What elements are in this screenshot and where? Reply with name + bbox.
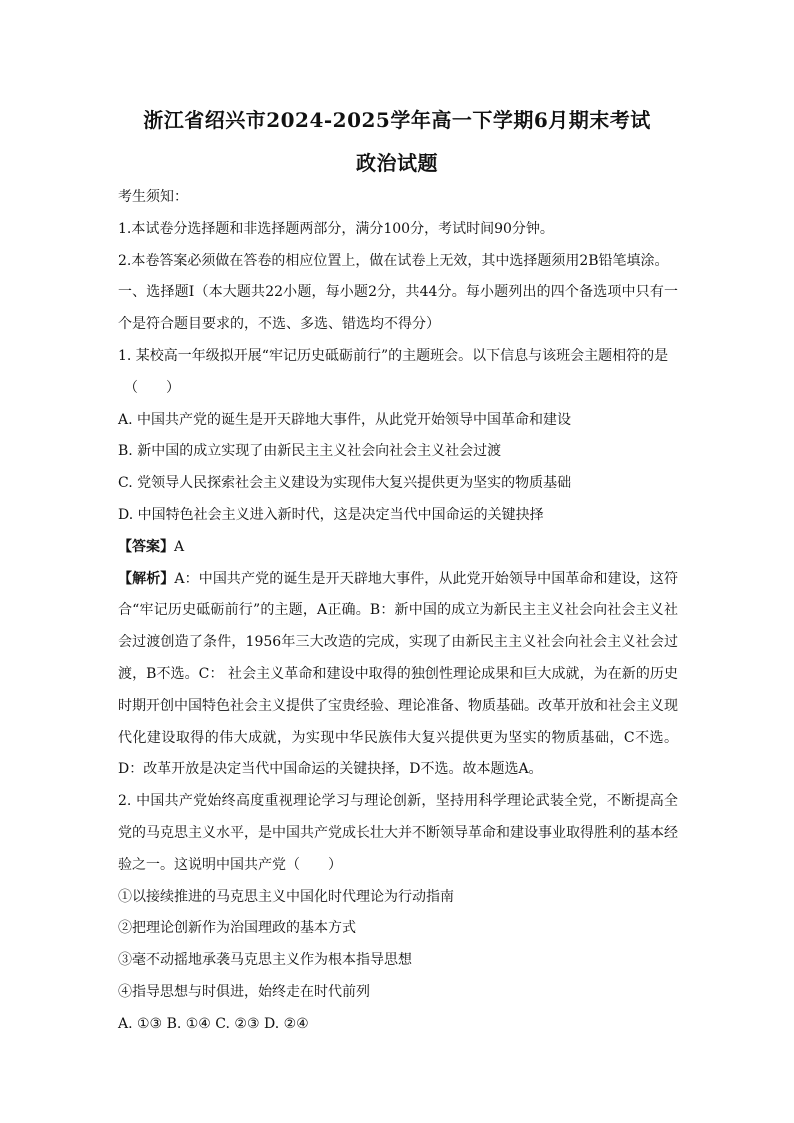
q1-analysis — [118, 564, 678, 787]
q2-item-2: ②把理论创新作为治国理政的基本方式 — [118, 920, 356, 937]
document-body — [118, 182, 678, 1041]
notice-item-1: 1.本试卷分选择题和非选择题两部分，满分100分，考试时间90分钟。 — [118, 220, 554, 237]
analysis-text: A：中国共产党的诞生是开天辟地大事件，从此党开始领导中国革命和建设，这符合“牢记历史砥砺前行”的主题，A正确。B：新中国的成立为新民主主义社会向社会主义社会过渡创造了条件，1956年三大改造的完成，实现了由新民主主义社会向社会主义社会过渡，B不选。C： 社会主义革命和建设中取得的独创性理论成果和巨大成就，为在新的历史时期开创中国特色社会主义提供了宝贵经验、理论准备、物质基础。改革开放和社会主义现代化建设取得的伟大成就，为实现中华民族伟大复兴提供更为坚实的物质基础，C不选。D：改革开放是决定当代中国命运的关键抉择，D不选。故本题选A。 — [118, 570, 679, 778]
section-heading: 一、选择题Ⅰ（本大题共22小题，每小题2分，共44分。每小题列出的四个备选项中只有一个是符合题目要求的，不选、多选、错选均不得分） — [118, 284, 678, 333]
analysis-label: 【解析】 — [118, 570, 175, 587]
document-subtitle: 政治试题 — [356, 151, 438, 175]
q2-item-4: ④指导思想与时俱进，始终走在时代前列 — [118, 983, 370, 1000]
answer-label: 【答案】 — [118, 538, 174, 555]
q2-stem: 2. 中国共产党始终高度重视理论学习与理论创新，坚持用科学理论武装全党，不断提高全党的马克思主义水平，是中国共产党成长壮大并不断领导革命和建设事业取得胜利的基本经验之一。这说明中国共产党（ ） — [118, 793, 678, 873]
q2-item-3: ③毫不动摇地承袭马克思主义作为根本指导思想 — [118, 952, 412, 969]
q1-stem: 1. 某校高一年级拟开展“牢记历史砥砺前行”的主题班会。以下信息与该班会主题相符的是 — [118, 347, 669, 364]
notice-item-2: 2.本卷答案必须做在答卷的相应位置上，做在试卷上无效，其中选择题须用2B铅笔填涂。 — [118, 252, 669, 269]
answer-value: A — [174, 538, 185, 555]
q1-option-d: D. 中国特色社会主义进入新时代，这是决定当代中国命运的关键抉择 — [118, 506, 544, 523]
q2-item-1: ①以接续推进的马克思主义中国化时代理论为行动指南 — [118, 888, 454, 905]
q1-stem-blank: （ ） — [124, 379, 180, 396]
document-title: 浙江省绍兴市2024-2025学年高一下学期6月期末考试 — [143, 108, 651, 132]
q1-option-b: B. 新中国的成立实现了由新民主主义社会向社会主义社会过渡 — [118, 443, 502, 460]
q1-option-a: A. 中国共产党的诞生是开天辟地大事件，从此党开始领导中国革命和建设 — [118, 411, 572, 428]
q1-answer — [118, 532, 678, 564]
q1-option-c: C. 党领导人民探索社会主义建设为实现伟大复兴提供更为坚实的物质基础 — [118, 475, 572, 492]
q2-options: A. ①③ B. ①④ C. ②③ D. ②④ — [118, 1015, 309, 1032]
notice-heading: 考生须知： — [118, 189, 188, 205]
